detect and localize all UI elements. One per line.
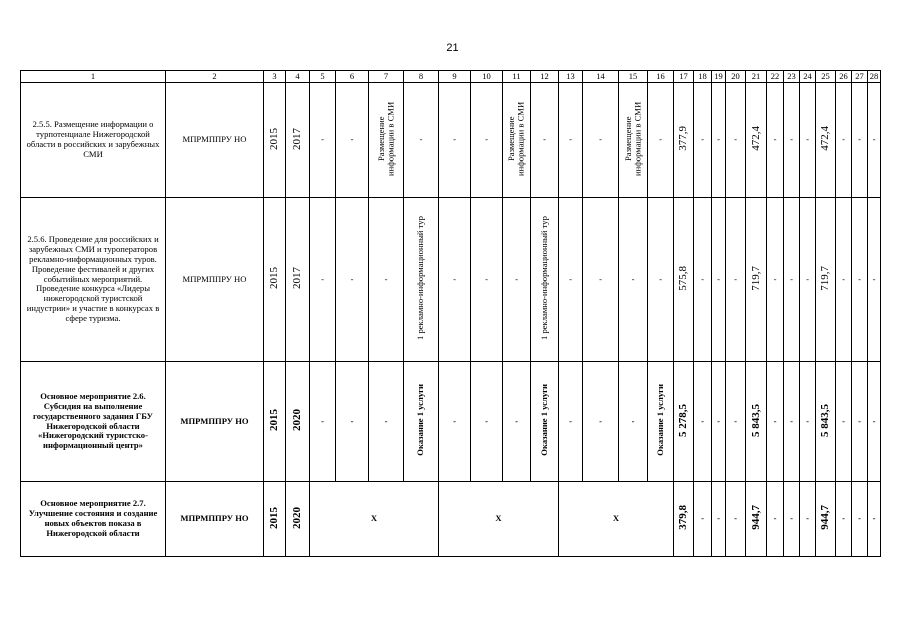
activity-name: Основное мероприятие 2.6. Субсидия на выполнение государственного задания ГБУ Нижегородской области «Нижегородский туристско-информационный центр» <box>21 362 166 482</box>
cell: - <box>767 83 784 198</box>
cell: - <box>868 362 881 482</box>
cell: - <box>784 83 800 198</box>
amount: 719,7 <box>749 265 762 291</box>
header-cell: 2 <box>166 71 264 83</box>
cell: - <box>559 198 583 362</box>
header-cell: 23 <box>784 71 800 83</box>
cell: - <box>439 362 471 482</box>
header-cell: 14 <box>583 71 619 83</box>
amount: 472,4 <box>819 126 832 151</box>
cell: - <box>852 362 868 482</box>
cell: - <box>800 83 816 198</box>
cell: - <box>712 198 726 362</box>
executor: МПРМППРУ НО <box>166 482 264 557</box>
start-year: 2015 <box>268 267 281 290</box>
header-cell: 27 <box>852 71 868 83</box>
end-year: 2017 <box>291 267 304 290</box>
cell: - <box>471 83 503 198</box>
table-row <box>21 362 881 482</box>
cell: - <box>369 362 404 482</box>
table-row <box>21 198 881 362</box>
amount: 5 843,5 <box>749 403 762 437</box>
amount: 944,7 <box>749 505 762 530</box>
cell: - <box>310 198 336 362</box>
activity-name: 2.5.5. Размещение информации о турпотенциале Нижегородской области в российских и зарубежных СМИ <box>21 83 166 198</box>
header-cell: 13 <box>559 71 583 83</box>
cell: - <box>836 482 852 557</box>
cell: - <box>619 362 648 482</box>
amount: 944,7 <box>819 505 832 530</box>
cell: - <box>868 198 881 362</box>
header-cell: 15 <box>619 71 648 83</box>
cell: - <box>800 482 816 557</box>
cell: - <box>439 198 471 362</box>
indicator-text: Оказание 1 услуги <box>538 384 549 456</box>
cell: - <box>369 198 404 362</box>
header-cell: 4 <box>286 71 310 83</box>
cell: - <box>767 198 784 362</box>
start-year: 2015 <box>268 127 281 150</box>
cell: - <box>503 362 531 482</box>
cell: - <box>836 362 852 482</box>
indicator-text: Оказание 1 услуги <box>415 384 426 456</box>
header-cell: 10 <box>471 71 503 83</box>
cell: - <box>648 198 674 362</box>
cell: - <box>852 198 868 362</box>
cell: - <box>726 482 746 557</box>
header-cell: 18 <box>694 71 712 83</box>
cell: - <box>559 83 583 198</box>
header-cell: 28 <box>868 71 881 83</box>
indicator-text: Оказание 1 услуги <box>654 384 665 456</box>
cell: - <box>868 482 881 557</box>
amount: 377,9 <box>677 126 690 151</box>
start-year: 2015 <box>268 409 281 432</box>
header-row <box>21 71 881 83</box>
cell: - <box>767 482 784 557</box>
indicator-text: Размещение информации в СМИ <box>622 101 642 176</box>
cell: - <box>784 362 800 482</box>
cell: - <box>868 83 881 198</box>
header-cell: 12 <box>531 71 559 83</box>
cell: - <box>471 362 503 482</box>
cell: - <box>712 482 726 557</box>
not-applicable-mark: X <box>310 482 439 557</box>
cell: - <box>694 362 712 482</box>
executor: МПРМППРУ НО <box>166 198 264 362</box>
executor: МПРМППРУ НО <box>166 362 264 482</box>
cell: - <box>310 362 336 482</box>
cell: - <box>694 482 712 557</box>
cell: - <box>310 83 336 198</box>
cell: - <box>439 83 471 198</box>
table-row <box>21 83 881 198</box>
cell: - <box>726 198 746 362</box>
header-cell: 26 <box>836 71 852 83</box>
cell: - <box>583 198 619 362</box>
cell: - <box>694 83 712 198</box>
header-cell: 22 <box>767 71 784 83</box>
cell: - <box>726 362 746 482</box>
end-year: 2017 <box>291 127 304 150</box>
header-cell: 11 <box>503 71 531 83</box>
header-cell: 5 <box>310 71 336 83</box>
header-cell: 16 <box>648 71 674 83</box>
cell: - <box>712 362 726 482</box>
cell: - <box>767 362 784 482</box>
program-table <box>20 70 881 557</box>
cell: - <box>836 83 852 198</box>
cell: - <box>559 362 583 482</box>
amount: 5 278,5 <box>677 403 690 437</box>
header-cell: 9 <box>439 71 471 83</box>
cell: - <box>800 362 816 482</box>
cell: - <box>336 362 369 482</box>
cell: - <box>852 482 868 557</box>
cell: - <box>503 198 531 362</box>
cell: - <box>583 83 619 198</box>
cell: - <box>471 198 503 362</box>
cell: - <box>852 83 868 198</box>
header-cell: 24 <box>800 71 816 83</box>
cell: - <box>784 198 800 362</box>
executor: МПРМППРУ НО <box>166 83 264 198</box>
cell: - <box>648 83 674 198</box>
cell: - <box>404 83 439 198</box>
indicator-text: Размещение информации в СМИ <box>375 101 395 176</box>
header-cell: 8 <box>404 71 439 83</box>
cell: - <box>336 198 369 362</box>
not-applicable-mark: X <box>439 482 559 557</box>
activity-name: 2.5.6. Проведение для российских и зарубежных СМИ и туроператоров рекламно-информационных туров. Проведение фестивалей и других событийных мероприятий. Проведение конкурса «Лидеры нижегородской туристской индустрии» и участие в конкурсах в сфере туризма. <box>21 198 166 362</box>
header-cell: 21 <box>746 71 767 83</box>
header-cell: 20 <box>726 71 746 83</box>
amount: 5 843,5 <box>819 403 832 437</box>
end-year: 2020 <box>291 506 304 529</box>
indicator-text: Размещение информации в СМИ <box>506 101 526 176</box>
header-cell: 6 <box>336 71 369 83</box>
start-year: 2015 <box>268 506 281 529</box>
header-cell: 3 <box>264 71 286 83</box>
activity-name: Основное мероприятие 2.7. Улучшение состояния и создание новых объектов показа в Нижегородской области <box>21 482 166 557</box>
header-cell: 7 <box>369 71 404 83</box>
indicator-text: 1 рекламно-информационный тур <box>415 216 426 341</box>
cell: - <box>619 198 648 362</box>
amount: 719,7 <box>819 265 832 291</box>
cell: - <box>712 83 726 198</box>
cell: - <box>784 482 800 557</box>
amount: 379,8 <box>677 505 690 530</box>
cell: - <box>336 83 369 198</box>
table-row <box>21 482 881 557</box>
end-year: 2020 <box>291 409 304 432</box>
cell: - <box>800 198 816 362</box>
cell: - <box>531 83 559 198</box>
cell: - <box>583 362 619 482</box>
amount: 575,8 <box>677 265 690 291</box>
header-cell: 25 <box>816 71 836 83</box>
cell: - <box>726 83 746 198</box>
cell: - <box>694 198 712 362</box>
amount: 472,4 <box>749 126 762 151</box>
not-applicable-mark: X <box>559 482 674 557</box>
page-number: 21 <box>446 42 459 54</box>
header-cell: 19 <box>712 71 726 83</box>
cell: - <box>836 198 852 362</box>
indicator-text: 1 рекламно-информационный тур <box>538 216 549 341</box>
header-cell: 17 <box>674 71 694 83</box>
header-cell: 1 <box>21 71 166 83</box>
